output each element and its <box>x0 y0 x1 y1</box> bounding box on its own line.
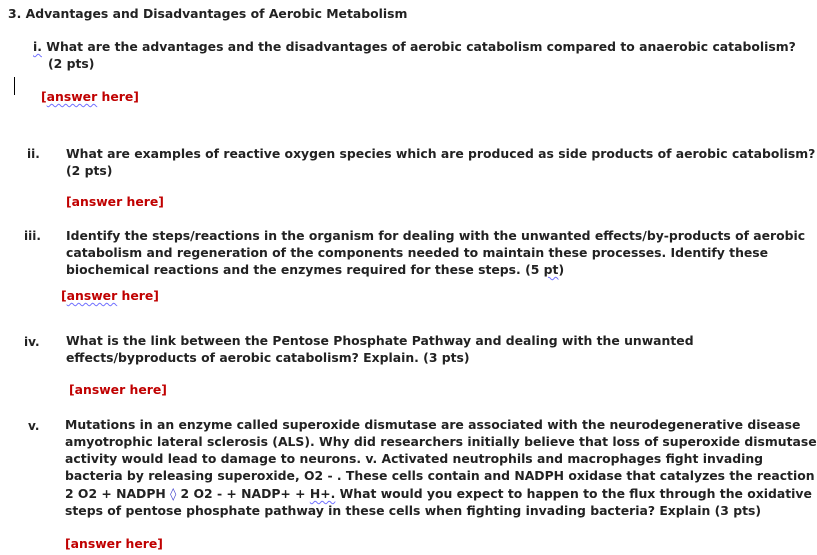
answer-3-close: here] <box>117 288 159 303</box>
question-1-line-2: (2 pts) <box>48 56 95 71</box>
question-5-line-3: activity would lead to damage to neurons. v. Activated neutrophils and macrophages fight invading <box>65 451 764 466</box>
question-5-number: v. <box>28 419 40 433</box>
question-4-number: iv. <box>24 335 40 349</box>
yields-symbol-icon: ◊ <box>170 486 177 501</box>
reaction-lhs: 2 O2 + NADPH <box>65 486 171 501</box>
question-4-line-1: What is the link between the Pentose Phosphate Pathway and dealing with the unwanted <box>66 333 694 348</box>
question-5-line-4: bacteria by releasing superoxide, O2 - . These cells contain and NADPH oxidase that catalyzes the reaction <box>65 468 815 483</box>
question-3-number: iii. <box>24 229 41 243</box>
answer-placeholder-5[interactable]: [answer here] <box>65 536 163 551</box>
answer-1-open: [ <box>41 89 47 104</box>
question-1-number: i. <box>33 39 42 54</box>
question-3-line-3-post: ) <box>558 262 565 277</box>
question-3-line-2: catabolism and regeneration of the components needed to maintain these processes. Identify these <box>66 245 769 260</box>
answer-placeholder-3[interactable] <box>61 288 159 303</box>
question-1-text <box>33 38 796 55</box>
question-5-line-5-post: What would you expect to happen to the flux through the oxidative <box>335 486 812 501</box>
question-5-line-5 <box>65 485 812 502</box>
question-5-line-6: steps of pentose phosphate pathway in these cells when fighting invading bacteria? Explain (3 pts) <box>65 503 762 518</box>
answer-placeholder-4[interactable]: [answer here] <box>69 382 167 397</box>
question-4-line-2: effects/byproducts of aerobic catabolism? Explain. (3 pts) <box>66 350 470 365</box>
reaction-rhs: 2 O2 - + NADP+ + <box>176 486 310 501</box>
answer-3-word: answer <box>66 288 118 303</box>
answer-placeholder-2[interactable]: [answer here] <box>66 194 164 209</box>
question-5-line-2: amyotrophic lateral sclerosis (ALS). Why did researchers initially believe that loss of superoxide dismutase <box>65 434 817 449</box>
answer-1-word: answer <box>46 89 98 104</box>
question-3-line-3-pre: biochemical reactions and the enzymes required for these steps. (5 <box>66 262 544 277</box>
question-2-number: ii. <box>27 147 40 161</box>
question-3-line-1: Identify the steps/reactions in the organism for dealing with the unwanted effects/by-products of aerobic <box>66 228 806 243</box>
question-3-line-3 <box>66 261 564 278</box>
question-1-line-1: What are the advantages and the disadvantages of aerobic catabolism compared to anaerobic catabolism? <box>46 39 796 54</box>
text-cursor <box>14 77 15 95</box>
answer-placeholder-1[interactable] <box>41 89 139 104</box>
question-3-line-3-squig: pt <box>543 262 559 277</box>
answer-3-open: [ <box>61 288 67 303</box>
answer-1-close: here] <box>97 89 139 104</box>
question-2-line-2: (2 pts) <box>66 163 113 178</box>
question-5-line-1: Mutations in an enzyme called superoxide dismutase are associated with the neurodegenerative disease <box>65 417 801 432</box>
section-title: 3. Advantages and Disadvantages of Aerobic Metabolism <box>8 6 408 21</box>
question-2-line-1: What are examples of reactive oxygen species which are produced as side products of aerobic catabolism? <box>66 146 816 161</box>
reaction-proton: H+. <box>309 486 336 501</box>
